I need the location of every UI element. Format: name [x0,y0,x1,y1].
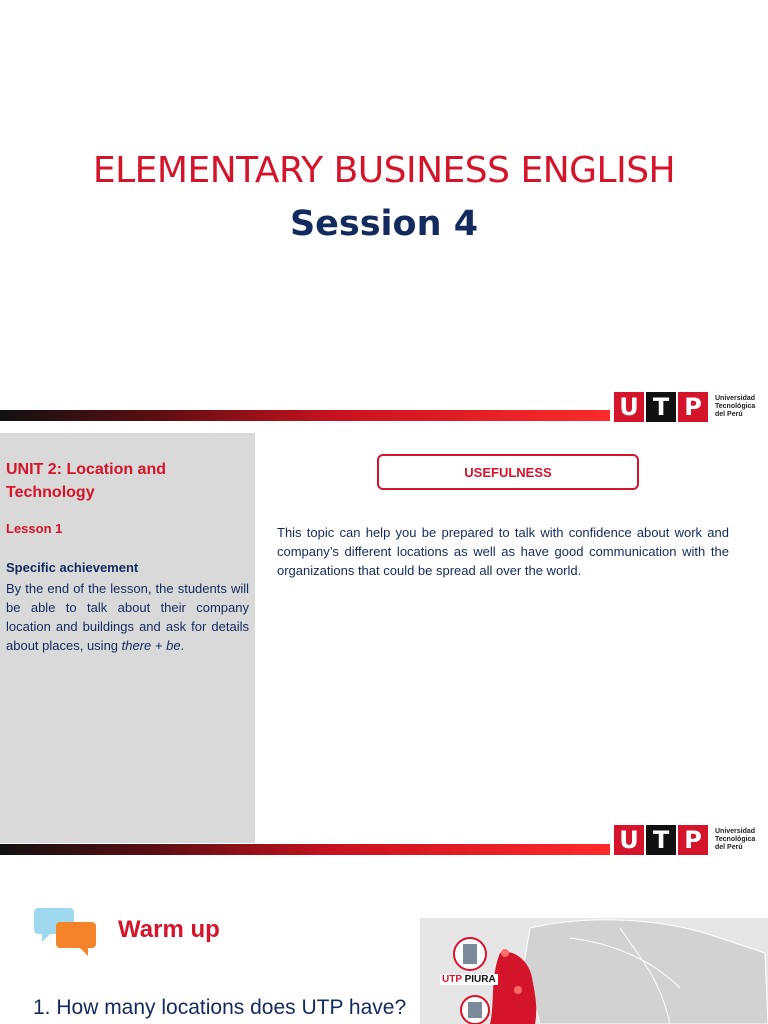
piura-map-label: UTP PIURA [442,974,496,985]
achievement-heading: Specific achievement [6,560,139,575]
divider-bar-1 [0,410,610,421]
session-subtitle: Session 4 [289,204,479,244]
usefulness-box: USEFULNESS [377,454,639,490]
chat-bubbles-icon [34,904,100,958]
university-name: Universidad Tecnológica del Perú [715,395,756,418]
lesson-label: Lesson 1 [6,521,63,536]
warmup-heading: Warm up [118,916,220,943]
utp-logo-2 [614,823,755,857]
utp-logo-1 [614,390,755,424]
logo-letter-p: P [678,392,708,422]
peru-map-panel [420,918,768,1024]
achievement-text: By the end of the lesson, the students will be able to talk about their company location and buildings and ask for details about places, using there + be. [6,581,249,653]
logo-letter-u: U [614,392,644,422]
logo-letter-p: P [678,825,708,855]
university-name: Universidad Tecnológica del Perú [715,828,756,851]
divider-bar-2 [0,844,610,855]
unit-title: UNIT 2: Location and Technology [6,461,166,501]
peru-map-icon [420,918,768,1024]
logo-letter-t: T [646,825,676,855]
topic-description: This topic can help you be prepared to talk with confidence about work and company’s different locations as well as have good communication with the organizations that could be spread all over the world. [277,525,729,578]
logo-letter-u: U [614,825,644,855]
presentation-title: ELEMENTARY BUSINESS ENGLISH [92,150,676,191]
logo-letter-t: T [646,392,676,422]
warmup-question: 1. How many locations does UTP have? [33,996,407,1019]
